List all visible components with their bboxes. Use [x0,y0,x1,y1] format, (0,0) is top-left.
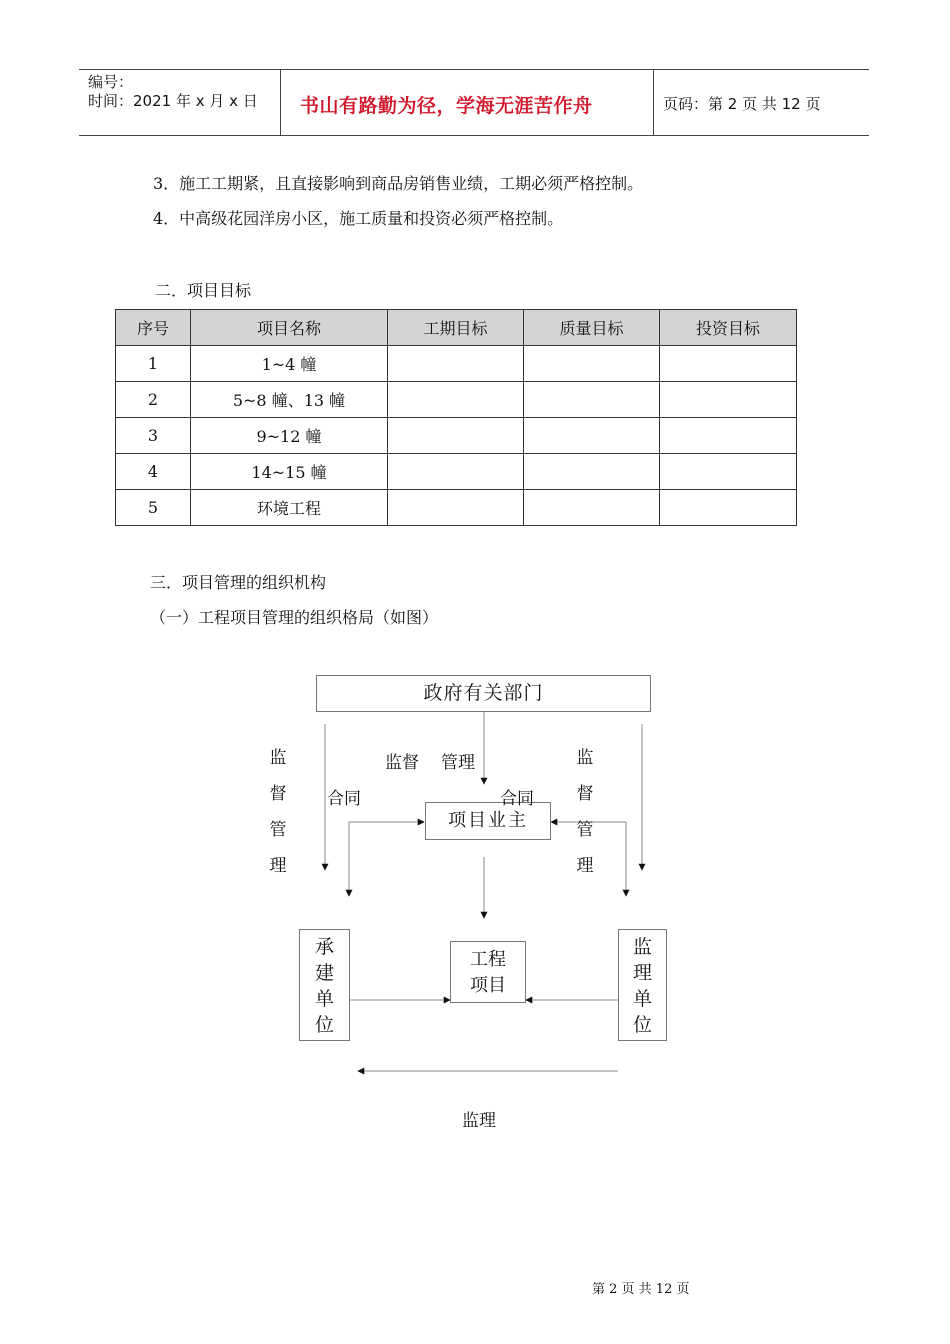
table-cell: 9~12 幢 [191,418,388,454]
label-char: 管 [269,820,287,840]
table-cell: 1~4 幢 [191,346,388,382]
table-cell: 5 [116,490,191,526]
contractor-char: 建 [314,962,334,984]
table-cell: 环境工程 [191,490,388,526]
paragraph-item-4: 4．中高级花园洋房小区，施工质量和投资必须严格控制。 [153,209,564,228]
footer-page-number: 第 2 页 共 12 页 [592,1282,690,1297]
table-header-cell: 投资目标 [660,310,797,346]
label-supervise: 监督 [385,753,419,773]
contractor-char: 位 [314,1014,334,1036]
supervisor-char: 位 [632,1014,652,1036]
label-contract-left: 合同 [327,789,361,809]
table-header-cell: 工期目标 [388,310,524,346]
header-page-info: 页码：第 2 页 共 12 页 [663,95,821,113]
table-cell: 1 [116,346,191,382]
contractor-box [299,929,350,1041]
right-supervision-label [573,740,597,884]
table-cell: 4 [116,454,191,490]
section-heading-goals: 二．项目目标 [155,281,252,300]
supervisor-box [618,929,667,1041]
project-owner-box: 项目业主 [425,802,551,840]
arrow-owner-contractor-contract [349,822,424,896]
project-box-line: 工程 [470,949,506,970]
label-supervision-bottom: 监理 [462,1111,496,1131]
label-char: 理 [576,856,594,876]
project-box-line: 项目 [470,975,506,996]
table-cell: 14~15 幢 [191,454,388,490]
government-departments-box: 政府有关部门 [316,675,651,712]
table-header-cell: 项目名称 [191,310,388,346]
header-motto: 书山有路勤为径，学海无涯苦作舟 [300,95,593,117]
label-char: 管 [576,820,594,840]
paragraph-item-3: 3．施工工期紧，且直接影响到商品房销售业绩，工期必须严格控制。 [153,174,644,193]
engineering-project-box [450,941,526,1003]
label-char: 督 [576,784,594,804]
label-contract-right: 合同 [500,789,534,809]
contractor-char: 承 [314,936,334,958]
table-header-cell: 质量目标 [524,310,660,346]
section-subheading-layout: （一）工程项目管理的组织格局（如图） [150,608,439,627]
supervisor-char: 理 [632,962,652,984]
supervisor-char: 单 [632,988,652,1010]
supervisor-char: 监 [632,936,652,958]
doc-time-label: 时间：2021 年 x 月 x 日 [88,92,258,110]
label-char: 督 [269,784,287,804]
doc-number-label: 编号： [88,73,134,91]
section-heading-organization: 三．项目管理的组织机构 [150,573,327,592]
label-manage: 管理 [441,753,475,773]
table-cell: 3 [116,418,191,454]
label-char: 监 [269,748,287,768]
table-cell: 2 [116,382,191,418]
contractor-char: 单 [314,988,334,1010]
table-cell: 5~8 幢、13 幢 [191,382,388,418]
table-header-cell: 序号 [116,310,191,346]
label-char: 理 [269,856,287,876]
label-char: 监 [576,748,594,768]
left-supervision-label [266,740,290,884]
